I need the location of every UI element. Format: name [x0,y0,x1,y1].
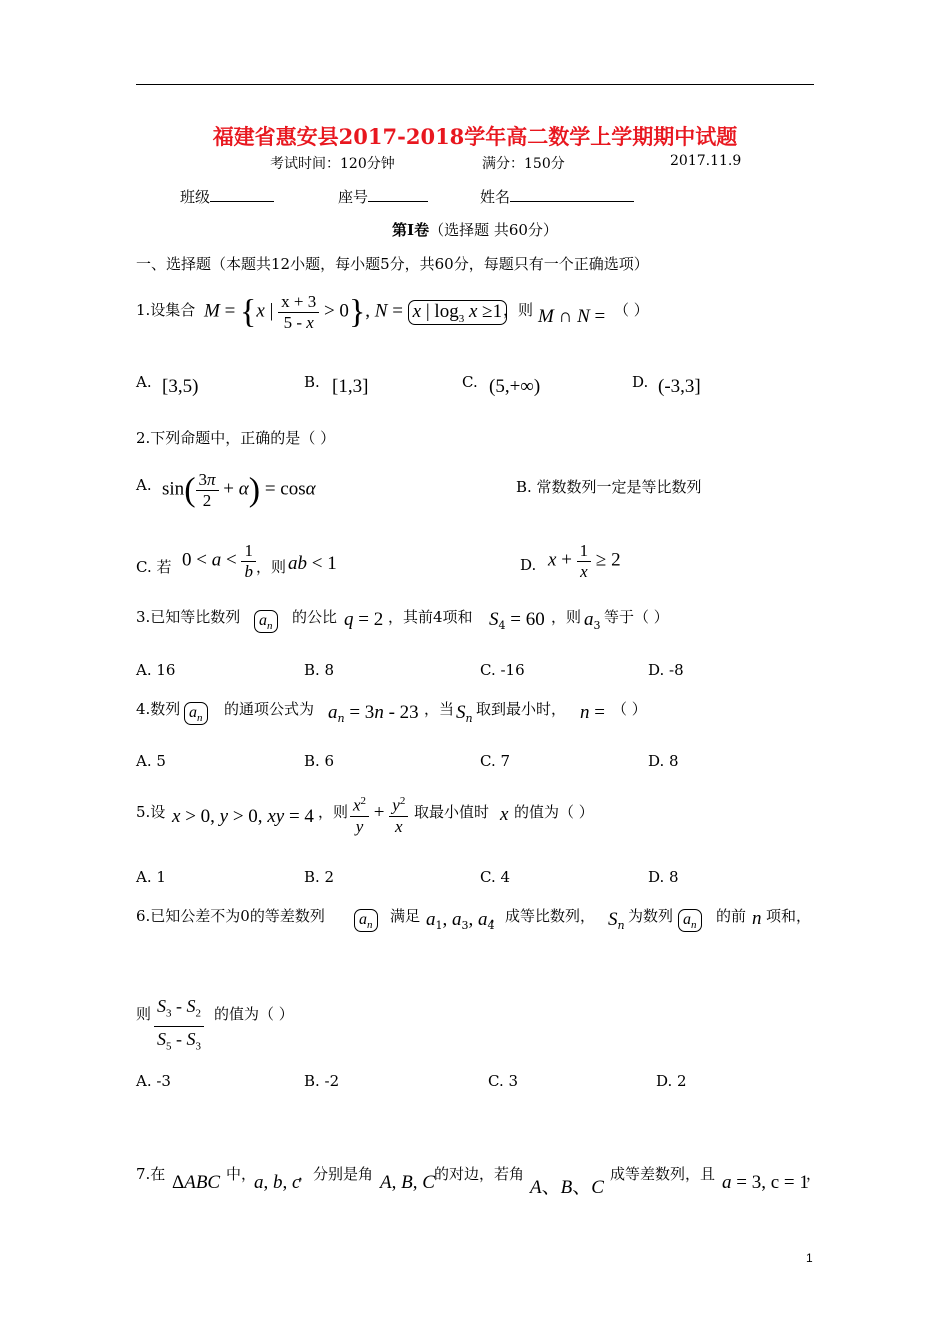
q1-opt-c-label: C. [462,373,478,391]
q5-opt-c: C. 4 [480,868,511,886]
q1-opt-c: (5,+∞) [489,376,541,397]
q7-t4: 成等差数列，且 [610,1165,716,1183]
q2-opt-a-label: A. [136,476,152,494]
q1-opt-d-label: D. [632,373,649,391]
q5-lead: 5.设 [136,803,166,821]
q5-t1: ，则 [318,803,349,821]
q1-opt-b-label: B. [304,373,320,391]
q7-lead: 7.在 [136,1165,166,1183]
q2-opt-c-label: C. 若 [136,558,172,576]
q5-x: x [500,804,509,825]
name-label: 姓名 [480,188,511,206]
q6-t1: 满足 [390,907,421,925]
q6-line2-tail: 的值为（ ） [214,1005,294,1023]
exam-time: 考试时间：120分钟 [270,156,395,172]
q2-opt-a: sin( $\frac{3\pi}{2}$ + α) = cosα [162,470,316,510]
q1-lead: 1.设集合 [136,301,196,319]
q4-sn: $S_n$ [456,702,473,725]
exam-date: 2017.11.9 [670,153,742,169]
q6-seq: $a_n$ [354,909,378,932]
page-title: 福建省惠安县2017-2018学年高二数学上学期期中试题 [212,124,738,149]
q6-opt-c: C. 3 [488,1072,519,1090]
q3-seq: $a_n$ [254,610,278,633]
q6-n: n [752,908,762,929]
q1-opt-b: [1,3] [332,376,369,397]
q2-opt-d: x + $\frac{1}{x}$ ≥ 2 [548,541,621,581]
q7-angles-2: A、B、C [530,1177,604,1198]
q6-lead: 6.已知公差不为0的等差数列 [136,907,325,925]
q7-t3: 的对边，若角 [434,1165,525,1183]
q4-lead: 4.数列 [136,700,181,718]
q5-expr: $\frac{x^2}{y}$ + $\frac{y^2}{x}$ [350,791,408,837]
q6-t5: 项和， [766,907,812,925]
q3-t4: 等于（ ） [604,608,669,626]
q7-sides: a, b, c [254,1172,301,1193]
q6-seq-2: $a_n$ [678,909,702,932]
q6-line2-lead: 则 [136,1005,152,1023]
q7-angles: A, B, C [380,1172,435,1193]
q3-opt-d: D. -8 [648,661,684,679]
q2-opt-d-label: D. [520,556,537,574]
q5-conds: x > 0, y > 0, xy = 4 [172,806,314,827]
q1-intersection: M ∩ N = [538,306,606,327]
q7-t2: ，分别是角 [298,1165,374,1183]
q1-paren: （ ） [614,301,649,319]
q6-t4: 的前 [716,907,747,925]
seat-label: 座号 [338,188,369,206]
section-desc: （选择题 共60分） [429,221,558,239]
q5-opt-a: A. 1 [136,868,166,886]
q6-t3: 为数列 [628,907,674,925]
q1-opt-a-label: A. [136,373,152,391]
name-blank [510,187,634,202]
q7-t1: 中， [226,1165,257,1183]
class-field [180,186,274,207]
q3-opt-a: A. 16 [136,661,176,679]
class-label: 班级 [180,188,211,206]
q7-t5: ， [806,1165,822,1183]
q1-opt-a: [3,5) [162,376,199,397]
q7-triangle: ΔABC [172,1172,221,1193]
q4-n: n = [580,702,605,723]
q2-opt-c-then: ，则 [256,558,287,576]
q5-opt-b: B. 2 [304,868,335,886]
q6-sn: $S_n$ [608,909,625,932]
q3-t2: ，其前4项和 [388,608,473,626]
q1-then: ，则 [503,301,534,319]
q4-opt-d: D. 8 [648,752,679,770]
q2-opt-b: B. 常数数列一定是等比数列 [516,478,702,496]
seat-field [338,186,428,207]
q3-opt-b: B. 8 [304,661,335,679]
q6-opt-b: B. -2 [304,1072,340,1090]
q3-t1: 的公比 [292,608,338,626]
q3-term: $a_3$ [584,609,601,632]
q5-t2: 取最小值时 [414,803,490,821]
full-marks: 满分：150分 [482,156,565,172]
q6-t2: ，成等比数列， [490,907,596,925]
q4-opt-c: C. 7 [480,752,511,770]
q6-ratio-expr: $\frac{S_3 - S_2}{S_5 - S_3}$ [154,994,204,1058]
q3-t3: ，则 [551,608,582,626]
q5-opt-d: D. 8 [648,868,679,886]
name-field [480,186,634,207]
q3-opt-c: C. -16 [480,661,525,679]
class-blank [210,187,274,202]
page-number: 1 [806,1251,813,1265]
q5-t3: 的值为（ ） [514,803,594,821]
q4-paren: （ ） [612,700,647,718]
q4-seq: $a_n$ [184,702,208,725]
seat-blank [368,187,428,202]
q2-opt-c-expr: 0 < a < $\frac{1}{b}$ [182,541,256,582]
q4-opt-a: A. 5 [136,752,166,770]
q1-formula: M = {x | $\frac{x + 3}{5 - x}$ > 0}, N = x | $\log_3 x \ge 1$ [204,292,507,333]
q1-opt-d: (-3,3] [658,376,701,397]
q2-opt-c-result: ab < 1 [288,553,337,574]
q2-text: 2.下列命题中，正确的是（ ） [136,429,336,447]
section-prefix: 第Ⅰ卷 [392,221,430,239]
header-rule [136,84,814,85]
q4-t3: 取到最小时， [476,700,567,718]
q3-lead: 3.已知等比数列 [136,608,241,626]
section-heading [0,219,950,240]
q6-opt-a: A. -3 [136,1072,171,1090]
q4-t2: ，当 [424,700,455,718]
q3-sum: $S_4 = 60$ [489,609,545,632]
part-one-heading: 一、选择题（本题共12小题，每小题5分，共60分，每题只有一个正确选项） [136,255,649,273]
q4-opt-b: B. 6 [304,752,335,770]
q6-terms: $a_1$, $a_3$, $a_4$ [426,909,495,932]
q7-values: a = 3, c = 1 [722,1172,809,1193]
q6-opt-d: D. 2 [656,1072,687,1090]
q4-formula: $a_n = 3n - 23$ [328,702,419,725]
q3-ratio: q = 2 [344,609,384,630]
q4-t1: 的通项公式为 [224,700,315,718]
